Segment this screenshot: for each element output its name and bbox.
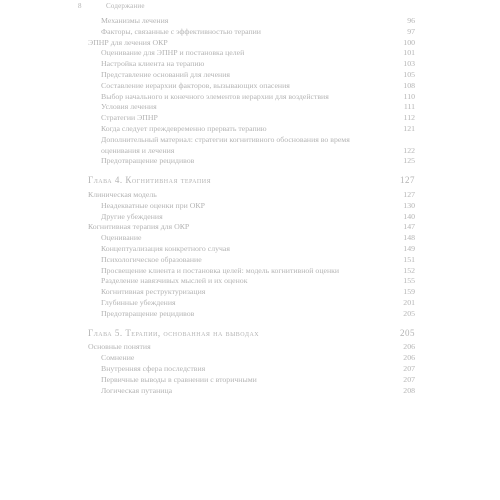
toc-entry-page: 105 (403, 69, 415, 79)
toc-entry-title: Неадекватные оценки при ОКР (101, 200, 205, 210)
toc-entry-page: 96 (407, 16, 415, 25)
chapter-heading (88, 328, 415, 339)
toc-entry-page: 149 (403, 243, 415, 253)
toc-entry-title: Внутренняя сфера последствия (101, 363, 206, 373)
toc-entry-title: Глубинные убеждения (101, 297, 176, 307)
toc-entry-title: Условия лечения (101, 102, 157, 112)
toc-entry-title: Настройка клиента на терапию (101, 59, 205, 69)
table-of-contents (88, 16, 415, 396)
toc-entry (88, 81, 415, 92)
toc-entry-title: Другие убеждения (101, 211, 163, 221)
toc-entry-title: Представление оснований для лечения (101, 69, 230, 79)
toc-entry (88, 135, 415, 157)
toc-entry (88, 233, 415, 244)
toc-entry (88, 113, 415, 124)
toc-entry (88, 364, 415, 375)
toc-entry-title: Просвещение клиента и постановка целей: модель когнитивной оценки (101, 265, 340, 275)
toc-entry-title: Предотвращение рецидивов (101, 308, 195, 318)
toc-entry-page: 208 (403, 385, 415, 395)
toc-entry-title: Основные понятия (88, 342, 151, 352)
toc-entry-page: 103 (403, 59, 415, 69)
toc-entry-title: Когнитивная реструктуризация (101, 287, 206, 297)
toc-entry (88, 124, 415, 135)
toc-entry-page: 206 (403, 342, 415, 352)
toc-entry-page: 205 (400, 327, 415, 338)
toc-entry (88, 156, 415, 167)
toc-entry-title: Глава 4. Когнитивная терапия (88, 175, 212, 186)
toc-entry (88, 276, 415, 287)
toc-entry-page: 205 (403, 308, 415, 318)
toc-entry-page: 125 (403, 156, 415, 166)
toc-entry-title: Глава 5. Терапии, основанная на выводах (88, 327, 260, 338)
page-number: 8 (78, 2, 82, 10)
toc-entry (88, 70, 415, 81)
toc-entry (88, 342, 415, 353)
toc-entry-page: 108 (403, 80, 415, 90)
toc-entry (88, 38, 415, 49)
toc-entry-title: Выбор начального и конечного элементов иерархии для воздействия (101, 91, 329, 101)
toc-entry-title: Дополнительный материал: стратегии когнитивного обоснования во время оценивания и лечения (101, 134, 350, 155)
toc-entry-page: 122 (403, 145, 415, 155)
toc-entry (88, 201, 415, 212)
toc-entry-page: 97 (407, 26, 415, 36)
toc-entry-title: Оценивание (101, 233, 142, 243)
toc-entry-page: 112 (403, 113, 415, 123)
toc-entry-page: 159 (403, 287, 415, 297)
toc-entry-page: 151 (403, 254, 415, 264)
toc-entry-page: 127 (403, 189, 415, 199)
toc-entry-title: Когда следует преждевременно прервать терапию (101, 123, 267, 133)
toc-entry-page: 111 (403, 102, 415, 112)
toc-entry (88, 255, 415, 266)
toc-entry-page: 155 (403, 276, 415, 286)
toc-entry-page: 207 (403, 374, 415, 384)
toc-entry-page: 101 (403, 48, 415, 58)
toc-entry (88, 59, 415, 70)
toc-entry-title: ЭПНР для лечения ОКР (88, 37, 168, 47)
toc-entry-page: 127 (400, 175, 415, 186)
toc-entry-title: Когнитивная терапия для ОКР (88, 222, 190, 232)
toc-entry (88, 353, 415, 364)
toc-entry-title: Психологическое образование (101, 254, 202, 264)
toc-entry-title: Факторы, связанные с эффективностью терапии (101, 26, 261, 36)
toc-entry-title: Разделение навязчивых мыслей и их оценок (101, 276, 248, 286)
toc-entry-page: 110 (403, 91, 415, 101)
toc-entry-title: Концептуализация конкретного случая (101, 243, 230, 253)
toc-entry-page: 130 (403, 200, 415, 210)
toc-entry (88, 375, 415, 386)
toc-entry (88, 309, 415, 320)
toc-entry (88, 244, 415, 255)
toc-entry (88, 287, 415, 298)
toc-entry (88, 266, 415, 277)
toc-entry (88, 27, 415, 38)
toc-entry-title: Механизмы лечения (101, 16, 169, 25)
page-header (78, 0, 145, 12)
toc-entry-title: Логическая путаница (101, 385, 173, 395)
toc-entry-page: 148 (403, 233, 415, 243)
toc-entry (88, 222, 415, 233)
toc-entry-page: 201 (403, 297, 415, 307)
toc-entry-title: Составление иерархии факторов, вызывающих опасения (101, 80, 290, 90)
toc-entry-page: 140 (403, 211, 415, 221)
toc-entry (88, 190, 415, 201)
toc-entry (88, 386, 415, 397)
toc-entry-title: Оценивание для ЭПНР и постановка целей (101, 48, 245, 58)
toc-entry-page: 121 (403, 123, 415, 133)
running-title: Содержание (106, 2, 145, 10)
toc-entry-title: Клиническая модель (88, 189, 157, 199)
toc-entry-title: Первичные выводы в сравнении с вторичными (101, 374, 257, 384)
toc-entry (88, 16, 415, 27)
toc-entry (88, 48, 415, 59)
toc-entry (88, 102, 415, 113)
toc-entry-page: 152 (403, 265, 415, 275)
toc-entry (88, 298, 415, 309)
toc-entry-page: 147 (403, 222, 415, 232)
toc-entry-title: Предотвращение рецидивов (101, 156, 195, 166)
toc-entry (88, 92, 415, 103)
toc-entry-title: Стратегии ЭПНР (101, 113, 158, 123)
toc-entry (88, 212, 415, 223)
toc-entry-page: 206 (403, 353, 415, 363)
toc-entry-title: Сомнение (101, 353, 135, 363)
chapter-heading (88, 175, 415, 186)
toc-entry-page: 207 (403, 363, 415, 373)
toc-entry-page: 100 (403, 37, 415, 47)
